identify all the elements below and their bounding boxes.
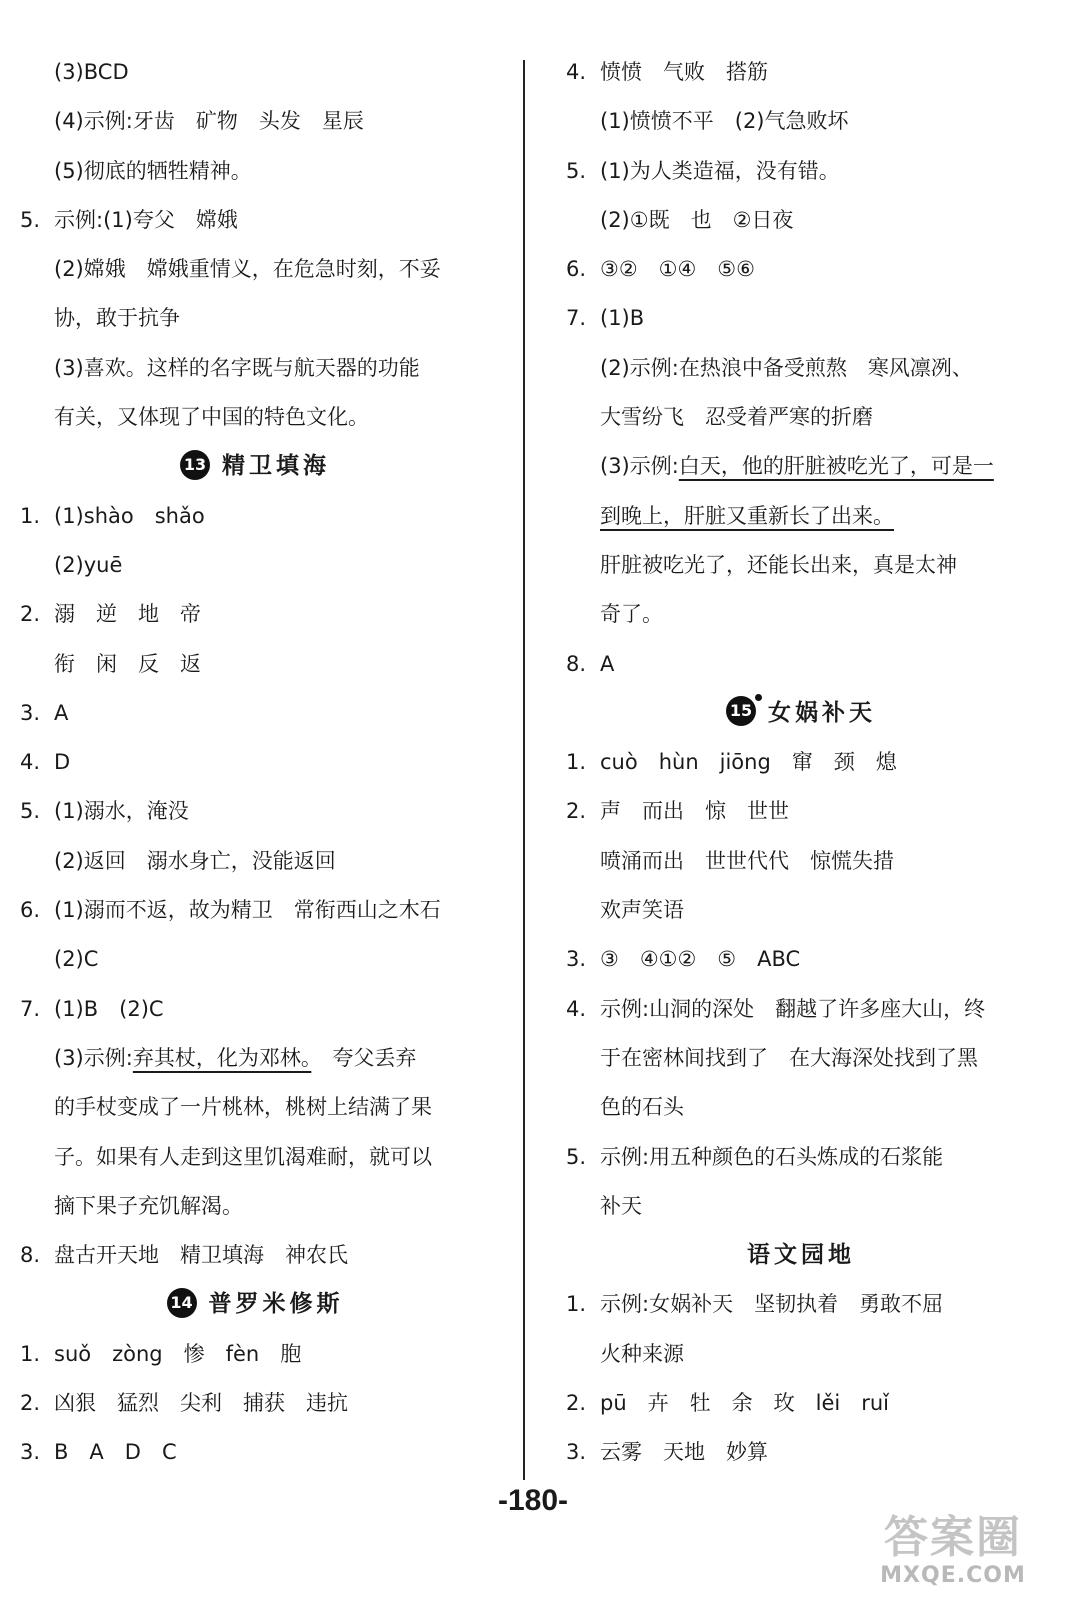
column-divider [523, 60, 525, 1480]
answer-line: 协，敢于抗争 [54, 306, 180, 331]
answer-line: (2)嫦娥 嫦娥重情义，在危急时刻，不妥 [54, 257, 441, 282]
item-number: 2. [20, 1391, 41, 1416]
answer-line: 7. (1)B (2)C [20, 985, 490, 1034]
lesson-title: 女娲补天 [768, 699, 876, 726]
answer-line: 的手杖变成了一片桃林，桃树上结满了果 [54, 1095, 432, 1120]
answer-line: 2. pū 卉 牡 余 玫 lěi ruǐ [566, 1379, 1036, 1428]
item-number: 3. [566, 1440, 587, 1465]
lesson-number-badge: 13 [180, 450, 210, 480]
lesson-heading-15 [566, 689, 1036, 738]
item-number: 7. [20, 996, 41, 1021]
watermark-logo [858, 1513, 1048, 1588]
item-number: 1. [20, 1341, 41, 1366]
item-number: 8. [20, 1243, 41, 1268]
answer-line: (2)返回 溺水身亡，没能返回 [54, 848, 336, 873]
item-number: 6. [20, 898, 41, 923]
answer-line: 1. suǒ zòng 惨 fèn 胞 [20, 1330, 490, 1379]
answer-line: 子。如果有人走到这里饥渴难耐，就可以 [54, 1144, 432, 1169]
lesson-heading-13 [20, 442, 490, 491]
answer-line: (2)yuē [54, 552, 123, 577]
answer-line: 补天 [600, 1193, 642, 1218]
answer-line: 衔 闲 反 返 [54, 651, 201, 676]
answer-line: (2)①既 也 ②日夜 [600, 207, 794, 232]
section-title: 语文园地 [747, 1242, 855, 1269]
answer-line: 欢声笑语 [600, 898, 684, 923]
answer-line: 5. 示例:用五种颜色的石头炼成的石浆能 [566, 1133, 1036, 1182]
answer-line: 3. ③ ④①② ⑤ ABC [566, 935, 1036, 984]
item-number: 2. [20, 602, 41, 627]
answer-line: 6. (1)溺而不返，故为精卫 常衔西山之木石 [20, 886, 490, 935]
answer-line: (5)彻底的牺牲精神。 [54, 158, 252, 183]
item-number: 5. [20, 207, 41, 232]
item-number: 7. [566, 306, 587, 331]
answer-line: 3. B A D C [20, 1428, 490, 1477]
item-number: 6. [566, 257, 587, 282]
answer-line: 1. 示例:女娲补天 坚韧执着 勇敢不屈 [566, 1280, 1036, 1329]
answer-line: 奇了。 [600, 602, 663, 627]
answer-line: (2)C [54, 947, 99, 972]
answer-line: (3)示例:白天，他的肝脏被吃光了，可是一 [600, 454, 994, 479]
lesson-number-badge: 14 [167, 1288, 197, 1318]
answer-line: 2. 声 而出 惊 世世 [566, 787, 1036, 836]
answer-line: 摘下果子充饥解渴。 [54, 1193, 243, 1218]
item-number: 8. [566, 651, 587, 676]
answer-line: (1)愤愤不平 (2)气急败坏 [600, 109, 849, 134]
answer-line: (4)示例:牙齿 矿物 头发 星辰 [54, 109, 364, 134]
answer-line [566, 492, 1036, 541]
underlined-quote: 弃其杖，化为邓林。 [132, 1045, 312, 1070]
answer-line: 4. 示例:山洞的深处 翻越了许多座大山，终 [566, 985, 1036, 1034]
item-number: 3. [20, 700, 41, 725]
lesson-heading-14 [20, 1280, 490, 1329]
underlined-quote: 到晚上，肝脏又重新长了出来。 [600, 503, 894, 528]
watermark-glyph: 答案圈 [884, 1512, 1022, 1563]
answer-line: 5. (1)溺水，淹没 [20, 787, 490, 836]
item-number: 2. [566, 799, 587, 824]
item-number: 3. [20, 1440, 41, 1465]
answer-line: 6. ③② ①④ ⑤⑥ [566, 245, 1036, 294]
answer-line: 2. 溺 逆 地 帝 [20, 590, 490, 639]
answer-line: 大雪纷飞 忍受着严寒的折磨 [600, 405, 873, 430]
underlined-quote: 白天，他的肝脏被吃光了，可是一 [678, 454, 994, 479]
item-number: 1. [566, 750, 587, 775]
page-number: -180- [497, 1484, 569, 1517]
item-number: 5. [566, 1144, 587, 1169]
watermark-text: MXQE.COM [880, 1563, 1026, 1588]
lesson-title: 精卫填海 [222, 453, 330, 480]
answer-line: 肝脏被吃光了，还能长出来，真是太神 [600, 552, 957, 577]
answer-line: (3)BCD [54, 60, 129, 84]
answer-line: 1. cuò hùn jiōng 窜 颈 熄 [566, 738, 1036, 787]
left-column [20, 48, 490, 1478]
answer-line: 4. 愤愤 气败 搭筋 [566, 48, 1036, 97]
item-number: 2. [566, 1391, 587, 1416]
answer-line: 2. 凶狠 猛烈 尖利 捕获 违抗 [20, 1379, 490, 1428]
answer-line: 1. (1)shào shǎo [20, 492, 490, 541]
item-number: 4. [20, 750, 41, 775]
answer-line: 色的石头 [600, 1095, 684, 1120]
answer-line: 8. A [566, 640, 1036, 689]
item-number: 5. [20, 799, 41, 824]
right-column [566, 48, 1036, 1478]
answer-line: 8. 盘古开天地 精卫填海 神农氏 [20, 1231, 490, 1280]
answer-line: (2)示例:在热浪中备受煎熬 寒风凛冽、 [600, 355, 973, 380]
answer-line: 5. 示例:(1)夸父 嫦娥 [20, 196, 490, 245]
item-number: 5. [566, 158, 587, 183]
answer-line: (3)喜欢。这样的名字既与航天器的功能 [54, 355, 420, 380]
lesson-title: 普罗米修斯 [208, 1291, 344, 1318]
item-number: 4. [566, 996, 587, 1021]
item-number: 1. [566, 1292, 587, 1317]
item-number: 3. [566, 947, 587, 972]
answer-line: 喷涌而出 世世代代 惊慌失措 [600, 848, 894, 873]
answer-line: 有关，又体现了中国的特色文化。 [54, 405, 369, 430]
answer-line: (3)示例:弃其杖，化为邓林。 夸父丢弃 [54, 1045, 417, 1070]
answer-line: 3. A [20, 689, 490, 738]
answer-line: 于在密林间找到了 在大海深处找到了黑 [600, 1045, 978, 1070]
answer-line: 3. 云雾 天地 妙算 [566, 1428, 1036, 1477]
section-heading-chinese-garden [566, 1231, 1036, 1280]
item-number: 1. [20, 503, 41, 528]
answer-line: 5. (1)为人类造福，没有错。 [566, 147, 1036, 196]
lesson-number-badge: 15 [726, 696, 756, 726]
item-number: 4. [566, 60, 587, 84]
answer-line: 火种来源 [600, 1341, 684, 1366]
answer-line: 4. D [20, 738, 490, 787]
optional-lesson-dot-icon [755, 694, 762, 701]
answer-line: 7. (1)B [566, 294, 1036, 343]
